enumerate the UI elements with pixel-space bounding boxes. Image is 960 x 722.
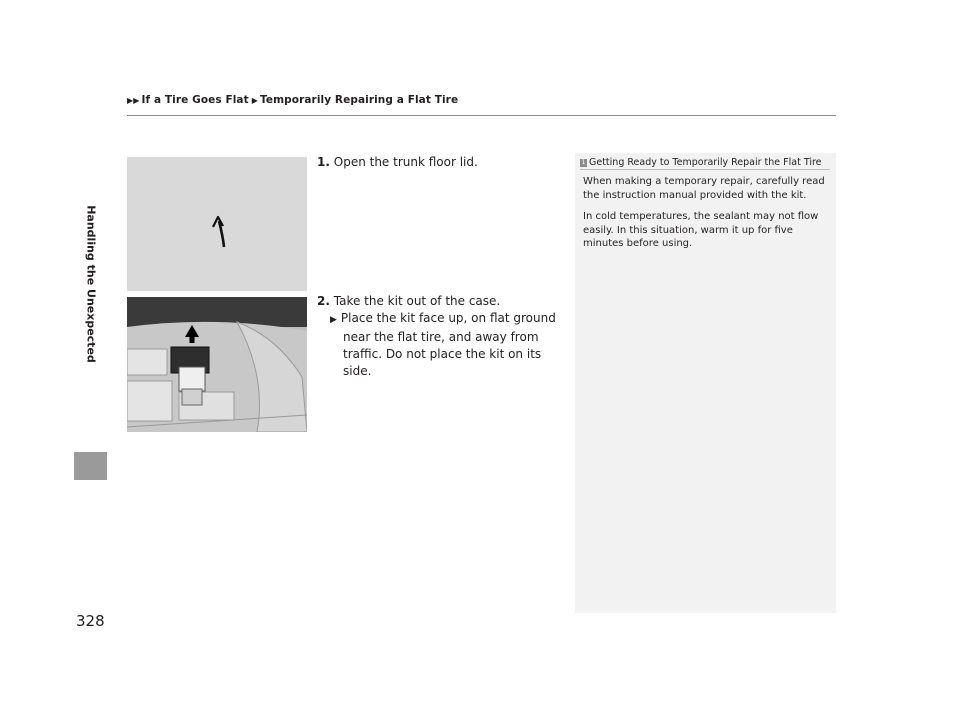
substep-arrow-icon: ▶ bbox=[330, 315, 337, 325]
breadcrumb-item[interactable]: If a Tire Goes Flat bbox=[141, 94, 249, 106]
breadcrumb-arrow-icon: ▶ bbox=[251, 95, 259, 105]
note-title-text: Getting Ready to Temporarily Repair the Flat Tire bbox=[589, 157, 822, 168]
step-1 bbox=[317, 154, 567, 171]
header-divider bbox=[127, 115, 836, 116]
breadcrumb bbox=[127, 94, 461, 106]
step-2 bbox=[317, 293, 567, 380]
section-tab-marker bbox=[74, 452, 107, 480]
note-title bbox=[580, 157, 830, 168]
note-body bbox=[583, 175, 831, 259]
note-marker-icon: 1 bbox=[581, 158, 586, 166]
page-number: 328 bbox=[76, 612, 105, 630]
breadcrumb-arrow-icon: ▶▶ bbox=[127, 95, 140, 105]
repair-kit-case-illustration bbox=[127, 297, 307, 432]
lift-arrow-icon bbox=[127, 157, 307, 291]
note-divider bbox=[580, 169, 830, 170]
step-number: 2. bbox=[317, 294, 330, 308]
note-paragraph: In cold temperatures, the sealant may not flow easily. In this situation, warm it up for five minutes before using. bbox=[583, 211, 819, 249]
substep-text: Place the kit face up, on flat ground near the flat tire, and away from traffic. Do not place the kit on its side. bbox=[340, 311, 556, 378]
step-text: Open the trunk floor lid. bbox=[333, 155, 478, 169]
step-number: 1. bbox=[317, 155, 330, 169]
trunk-floor-lid-illustration bbox=[127, 157, 307, 291]
step-text: Take the kit out of the case. bbox=[333, 294, 501, 308]
substep bbox=[317, 310, 567, 380]
note-paragraph: When making a temporary repair, carefully read the instruction manual provided with the kit. bbox=[583, 176, 825, 201]
breadcrumb-item[interactable]: Temporarily Repairing a Flat Tire bbox=[260, 94, 459, 106]
section-label: Handling the Unexpected bbox=[84, 205, 98, 363]
